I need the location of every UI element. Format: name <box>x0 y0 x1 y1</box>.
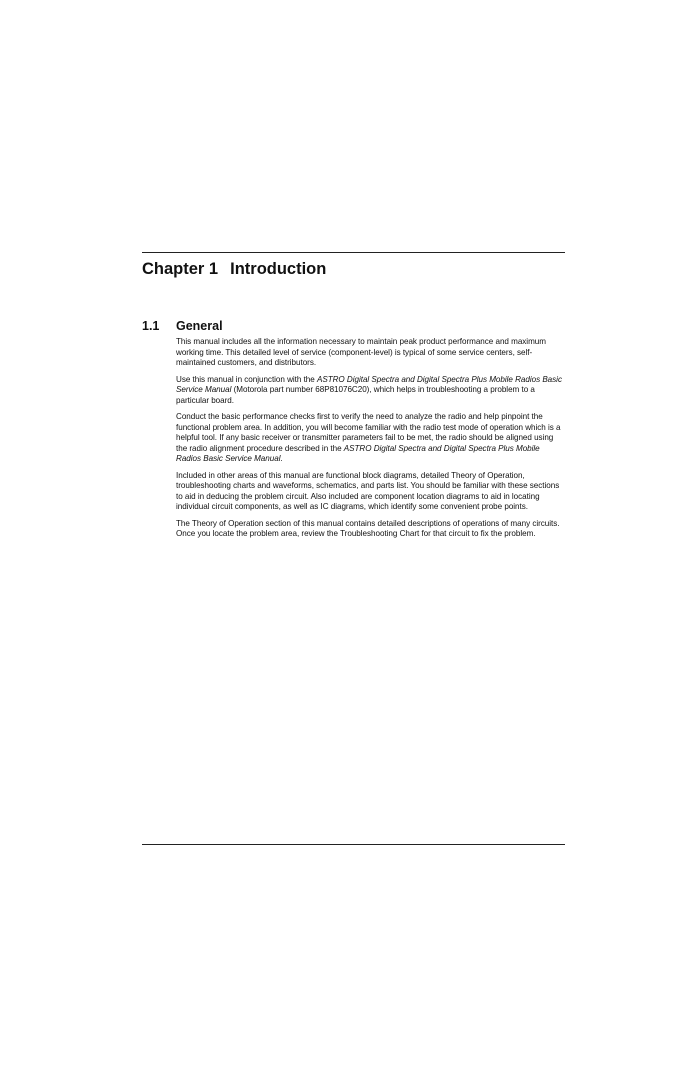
section-number: 1.1 <box>142 319 160 333</box>
chapter-number: Chapter 1 <box>142 260 219 278</box>
paragraph-manual-contents: Included in other areas of this manual are functional block diagrams, detailed Theory of Operation, troubleshooting charts and waveforms, schematics, and parts list. You should be familiar with these sections to aid in deducing the problem circuit. Also included are component location diagrams to aid in locating individual circuit components, as well as IC diagrams, which identify some convenient probe points. <box>176 470 560 511</box>
paragraph-text: Use this manual in conjunction with the <box>176 374 317 384</box>
paragraph-text: Conduct the basic performance checks first to verify the need to analyze the radio and help pinpoint the functional problem area. In addition, you will become familiar with the radio test mode of operation which is a helpful tool. If any basic receiver or transmitter parameters fail to be met, the radio should be aligned using the radio alignment procedure described in the <box>176 412 561 453</box>
chapter-title: Introduction <box>230 260 327 278</box>
manual-reference-title: ASTRO Digital Spectra and Digital Spectra Plus Mobile Radios Basic Service Manual <box>176 374 562 394</box>
paragraph-scope: This manual includes all the information necessary to maintain peak product performance and maximum working time. This detailed level of service (component-level) is typical of some service centers, self-maintained customers, and distributors. <box>176 337 546 367</box>
page-bottom-rule <box>142 844 565 845</box>
manual-reference-title: ASTRO Digital Spectra and Digital Spectra Plus Mobile Radios Basic Service Manual <box>176 443 540 463</box>
paragraph-text: (Motorola part number 68P81076C20), which helps in troubleshooting a problem to a particular board. <box>176 385 535 405</box>
chapter-heading <box>142 259 326 279</box>
paragraph-text: . <box>280 454 283 463</box>
paragraph-performance-checks <box>176 412 565 465</box>
paragraph-theory-of-operation: The Theory of Operation section of this manual contains detailed descriptions of operations of many circuits. Once you locate the problem area, review the Troubleshooting Chart for that circuit to fix the problem. <box>176 518 560 538</box>
chapter-top-rule <box>142 252 565 253</box>
section-body <box>176 337 565 546</box>
section-heading <box>142 318 223 334</box>
paragraph-companion-manual <box>176 375 565 407</box>
section-title: General <box>176 319 223 333</box>
